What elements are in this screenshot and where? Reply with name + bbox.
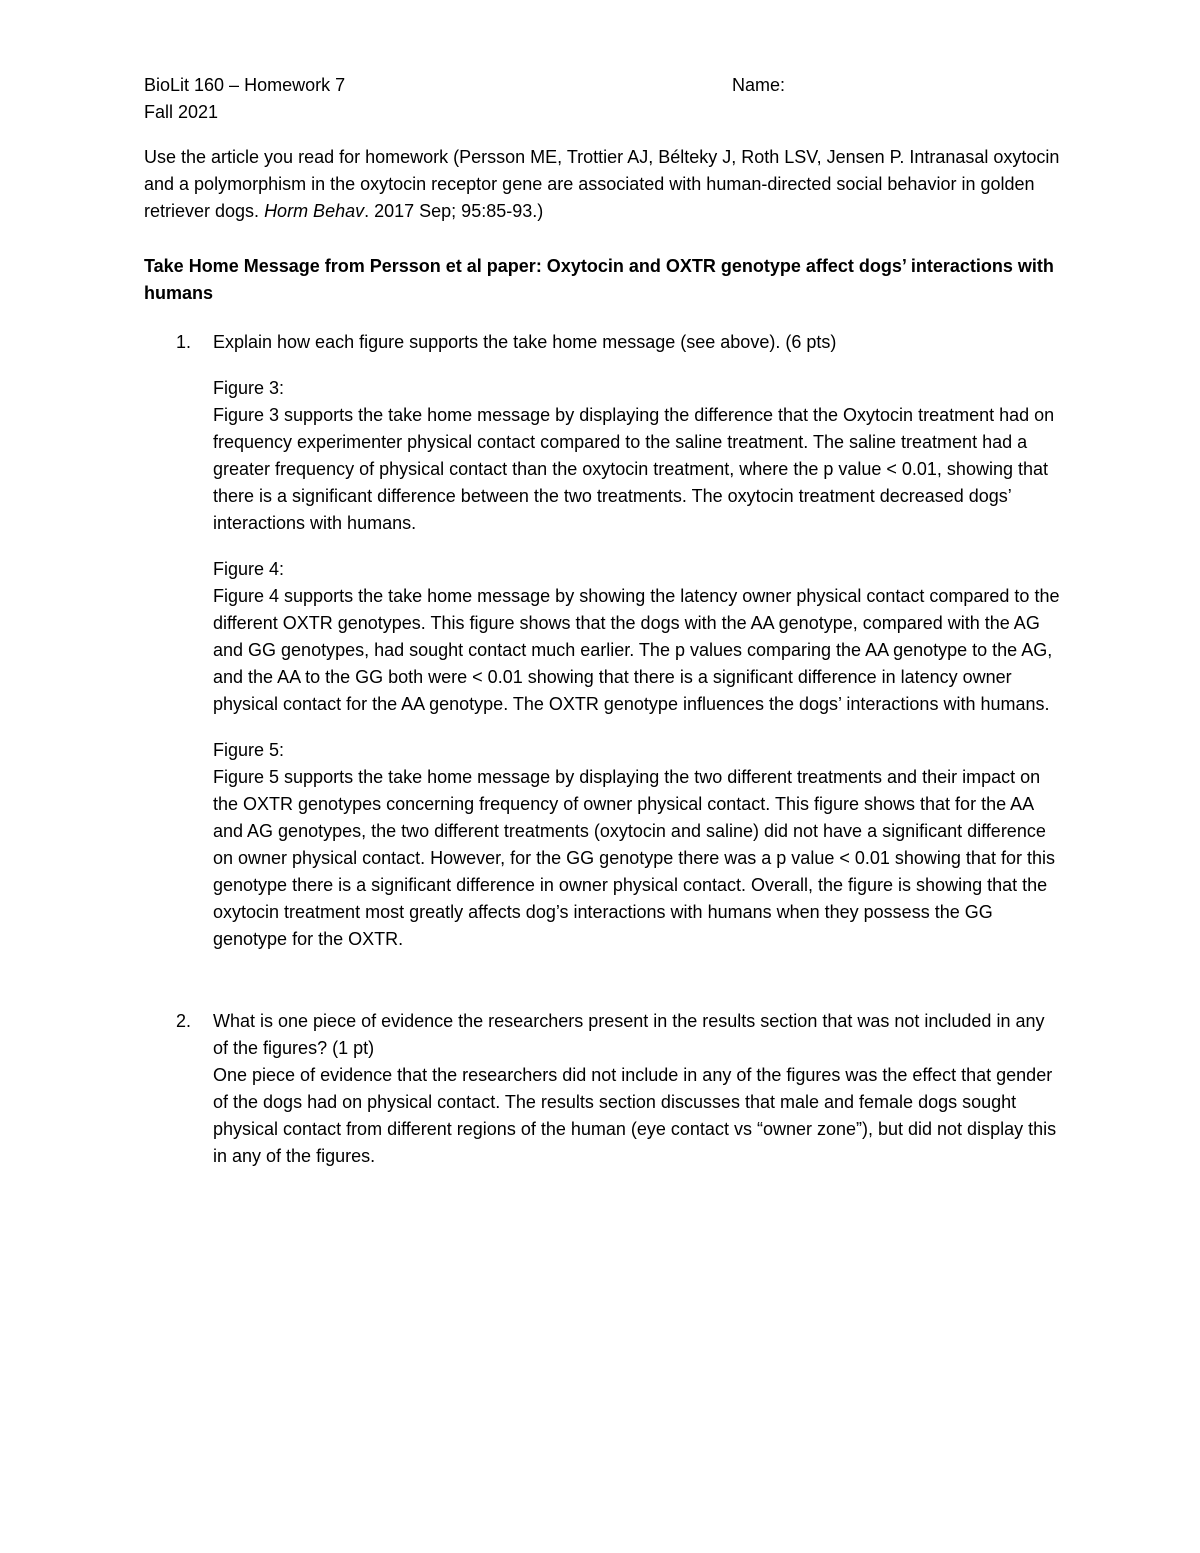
- figure-3-answer: [213, 375, 1064, 537]
- question-number: 1.: [176, 332, 192, 352]
- figure-4-answer: [213, 556, 1064, 718]
- figure-explanation: Figure 5 supports the take home message by displaying the two different treatments and their impact on the OXTR genotypes concerning frequency of owner physical contact. This figure shows that for the AA and AG genotypes, the two different treatments (oxytocin and saline) did not have a significant difference on owner physical contact. However, for the GG genotype there was a p value < 0.01 showing that for this genotype there is a significant difference in owner physical contact. Overall, the figure is showing that the oxytocin treatment most greatly affects dog’s interactions with humans when they possess the GG genotype for the OXTR.: [213, 767, 1055, 949]
- question-number: 2.: [176, 1011, 192, 1031]
- intro-citation-tail: . 2017 Sep; 95:85-93.): [364, 201, 544, 221]
- question-2: [144, 1008, 1064, 1170]
- question-prompt: What is one piece of evidence the researchers present in the results section that was not included in any of the figures? (1 pt): [213, 1011, 1045, 1058]
- figure-heading: Figure 5:: [213, 740, 285, 760]
- document-page: [144, 72, 1064, 1170]
- question-answer: One piece of evidence that the researchers did not include in any of the figures was the effect that gender of the dogs had on physical contact. The results section discusses that male and female dogs sought physical contact from different regions of the human (eye contact vs “owner zone”), but did not display this in any of the figures.: [213, 1065, 1057, 1166]
- question-prompt: Explain how each figure supports the take home message (see above). (6 pts): [213, 332, 837, 352]
- intro-paragraph: [144, 144, 1064, 225]
- figure-heading: Figure 4:: [213, 559, 285, 579]
- figure-5-answer: [213, 737, 1064, 953]
- intro-citation-text: Use the article you read for homework (Persson ME, Trottier AJ, Bélteky J, Roth LSV, Jensen P. Intranasal oxytocin and a polymorphism in the oxytocin receptor gene are associated with human-directed social behavior in golden retriever dogs.: [144, 147, 1060, 221]
- figure-explanation: Figure 3 supports the take home message by displaying the difference that the Oxytocin treatment had on frequency experimenter physical contact compared to the saline treatment. The saline treatment had a greater frequency of physical contact than the oxytocin treatment, where the p value < 0.01, showing that there is a significant difference between the two treatments. The oxytocin treatment decreased dogs’ interactions with humans.: [213, 405, 1055, 533]
- figure-heading: Figure 3:: [213, 378, 285, 398]
- journal-name: Horm Behav: [264, 201, 365, 221]
- header-row: [144, 72, 1064, 99]
- term-label: Fall 2021: [144, 102, 219, 122]
- figure-explanation: Figure 4 supports the take home message by showing the latency owner physical contact compared to the different OXTR genotypes. This figure shows that the dogs with the AA genotype, compared with the AG and GG genotypes, had sought contact much earlier. The p values comparing the AA genotype to the AG, and the AA to the GG both were < 0.01 showing that there is a significant difference in latency owner physical contact for the AA genotype. The OXTR genotype influences the dogs’ interactions with humans.: [213, 586, 1060, 714]
- course-title: BioLit 160 – Homework 7: [144, 75, 346, 95]
- name-label: Name:: [732, 75, 786, 95]
- take-home-message: Take Home Message from Persson et al paper: Oxytocin and OXTR genotype affect dogs’ interactions with humans: [144, 256, 1054, 303]
- question-1: [144, 329, 1064, 953]
